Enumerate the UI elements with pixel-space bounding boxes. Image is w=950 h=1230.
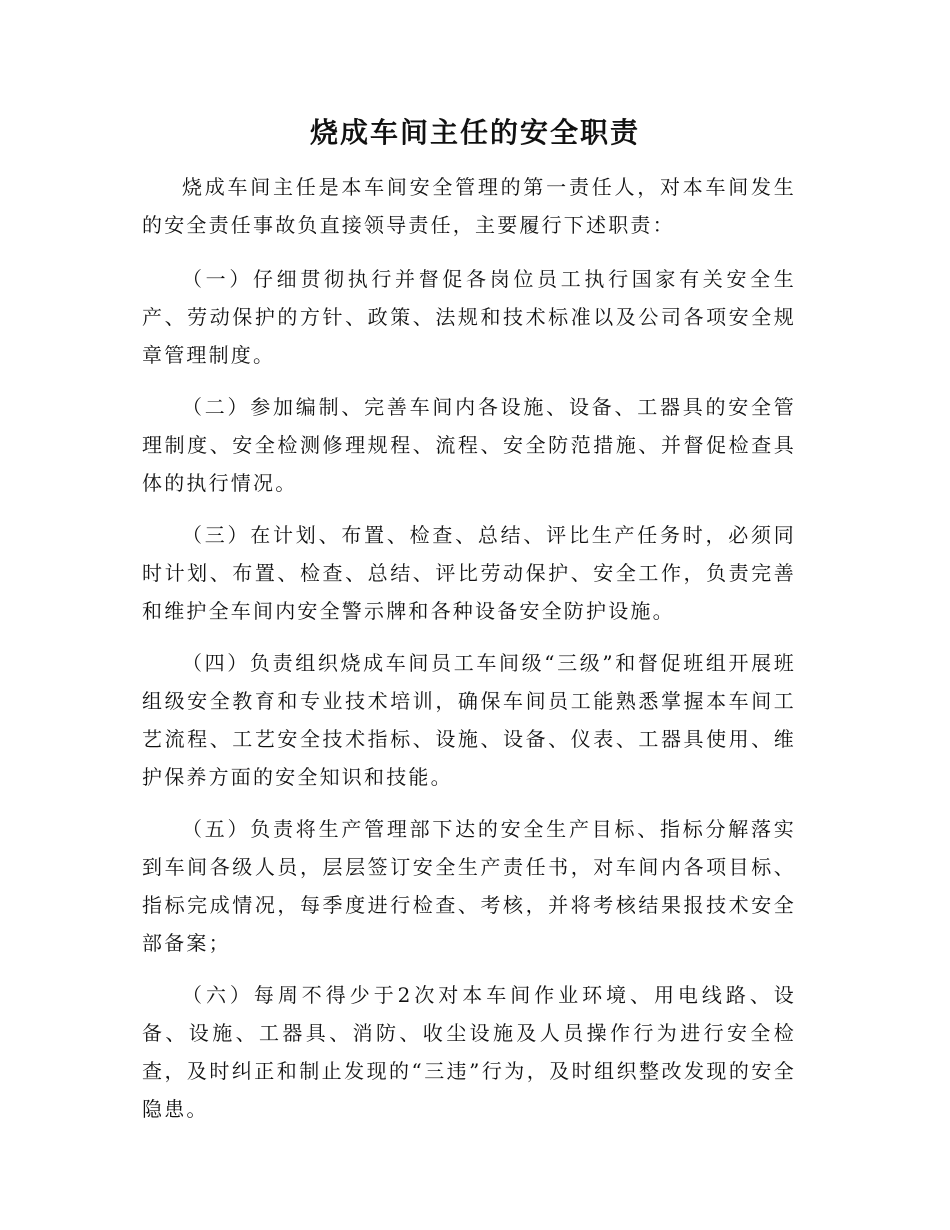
duty-paragraph-1: （一）仔细贯彻执行并督促各岗位员工执行国家有关安全生产、劳动保护的方针、政策、法规和技术标准以及公司各项安全规章管理制度。 <box>142 267 796 367</box>
duty-paragraph-6: （六）每周不得少于2次对本车间作业环境、用电线路、设备、设施、工器具、消防、收尘设施及人员操作行为进行安全检查，及时纠正和制止发现的“三违”行为，及时组织整改发现的安全隐患。 <box>142 983 796 1121</box>
duty-paragraph-3: （三）在计划、布置、检查、总结、评比生产任务时，必须同时计划、布置、检查、总结、评比劳动保护、安全工作，负责完善和维护全车间内安全警示牌和各种设备安全防护设施。 <box>142 523 796 623</box>
intro-paragraph: 烧成车间主任是本车间安全管理的第一责任人，对本车间发生的安全责任事故负直接领导责任，主要履行下述职责： <box>142 175 796 237</box>
document-title: 烧成车间主任的安全职责 <box>309 116 640 149</box>
duty-paragraph-4: （四）负责组织烧成车间员工车间级“三级”和督促班组开展班组级安全教育和专业技术培训，确保车间员工能熟悉掌握本车间工艺流程、工艺安全技术指标、设施、设备、仪表、工器具使用、维护保养方面的安全知识和技能。 <box>142 651 796 789</box>
document-body <box>142 168 796 1142</box>
duty-paragraph-2: （二）参加编制、完善车间内各设施、设备、工器具的安全管理制度、安全检测修理规程、流程、安全防范措施、并督促检查具体的执行情况。 <box>142 395 796 495</box>
duty-paragraph-5: （五）负责将生产管理部下达的安全生产目标、指标分解落实到车间各级人员，层层签订安全生产责任书，对车间内各项目标、指标完成情况，每季度进行检查、考核，并将考核结果报技术安全部备案； <box>142 817 796 955</box>
